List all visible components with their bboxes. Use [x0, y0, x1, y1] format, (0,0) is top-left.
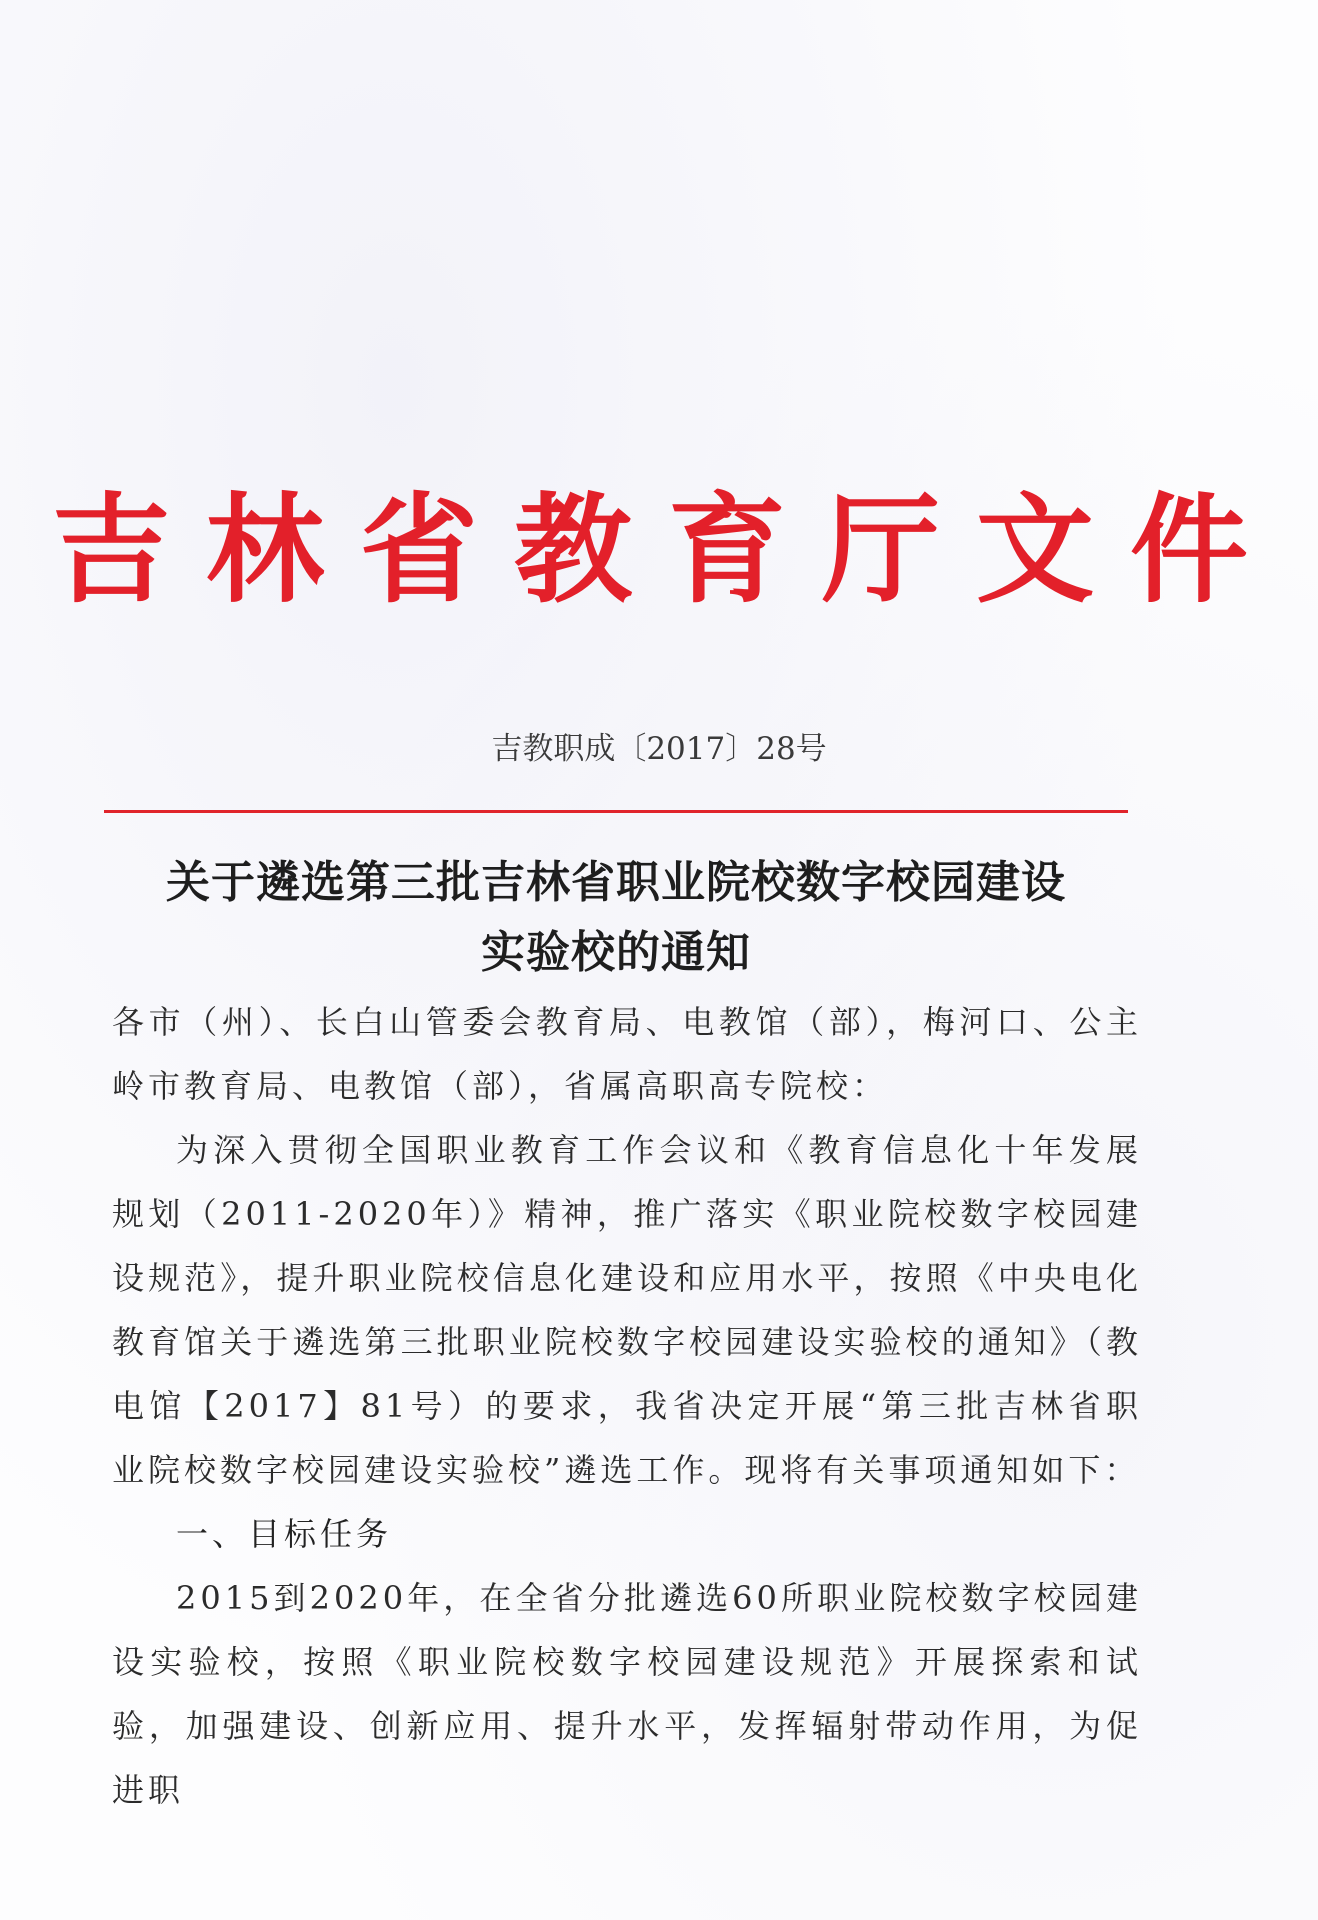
- notice-title: [104, 848, 1128, 988]
- notice-title-line-2: 实验校的通知: [481, 927, 751, 978]
- goals-paragraph: 2015到2020年，在全省分批遴选60所职业院校数字校园建设实验校，按照《职业院校数字校园建设规范》开展探索和试验，加强建设、创新应用、提升水平，发挥辐射带动作用，为促进职: [112, 1579, 1142, 1809]
- notice-body: [112, 990, 1142, 1822]
- section-heading-goals: 一、目标任务: [176, 1515, 393, 1553]
- masthead-title: 吉林省教育厅文件: [51, 481, 1284, 619]
- red-divider-line: [104, 810, 1128, 813]
- salutation: 各市（州）、长白山管委会教育局、电教馆（部），梅河口、公主岭市教育局、电教馆（部），省属高职高专院校：: [112, 1003, 1142, 1105]
- document-number: 吉教职成〔2017〕28号: [491, 731, 827, 767]
- intro-paragraph: 为深入贯彻全国职业教育工作会议和《教育信息化十年发展规划（2011-2020年）》精神，推广落实《职业院校数字校园建设规范》，提升职业院校信息化建设和应用水平，按照《中央电化教育馆关于遴选第三批职业院校数字校园建设实验校的通知》（教电馆【2017】81号）的要求，我省决定开展“第三批吉林省职业院校数字校园建设实验校”遴选工作。现将有关事项通知如下：: [112, 1131, 1142, 1489]
- notice-title-line-1: 关于遴选第三批吉林省职业院校数字校园建设: [166, 857, 1066, 908]
